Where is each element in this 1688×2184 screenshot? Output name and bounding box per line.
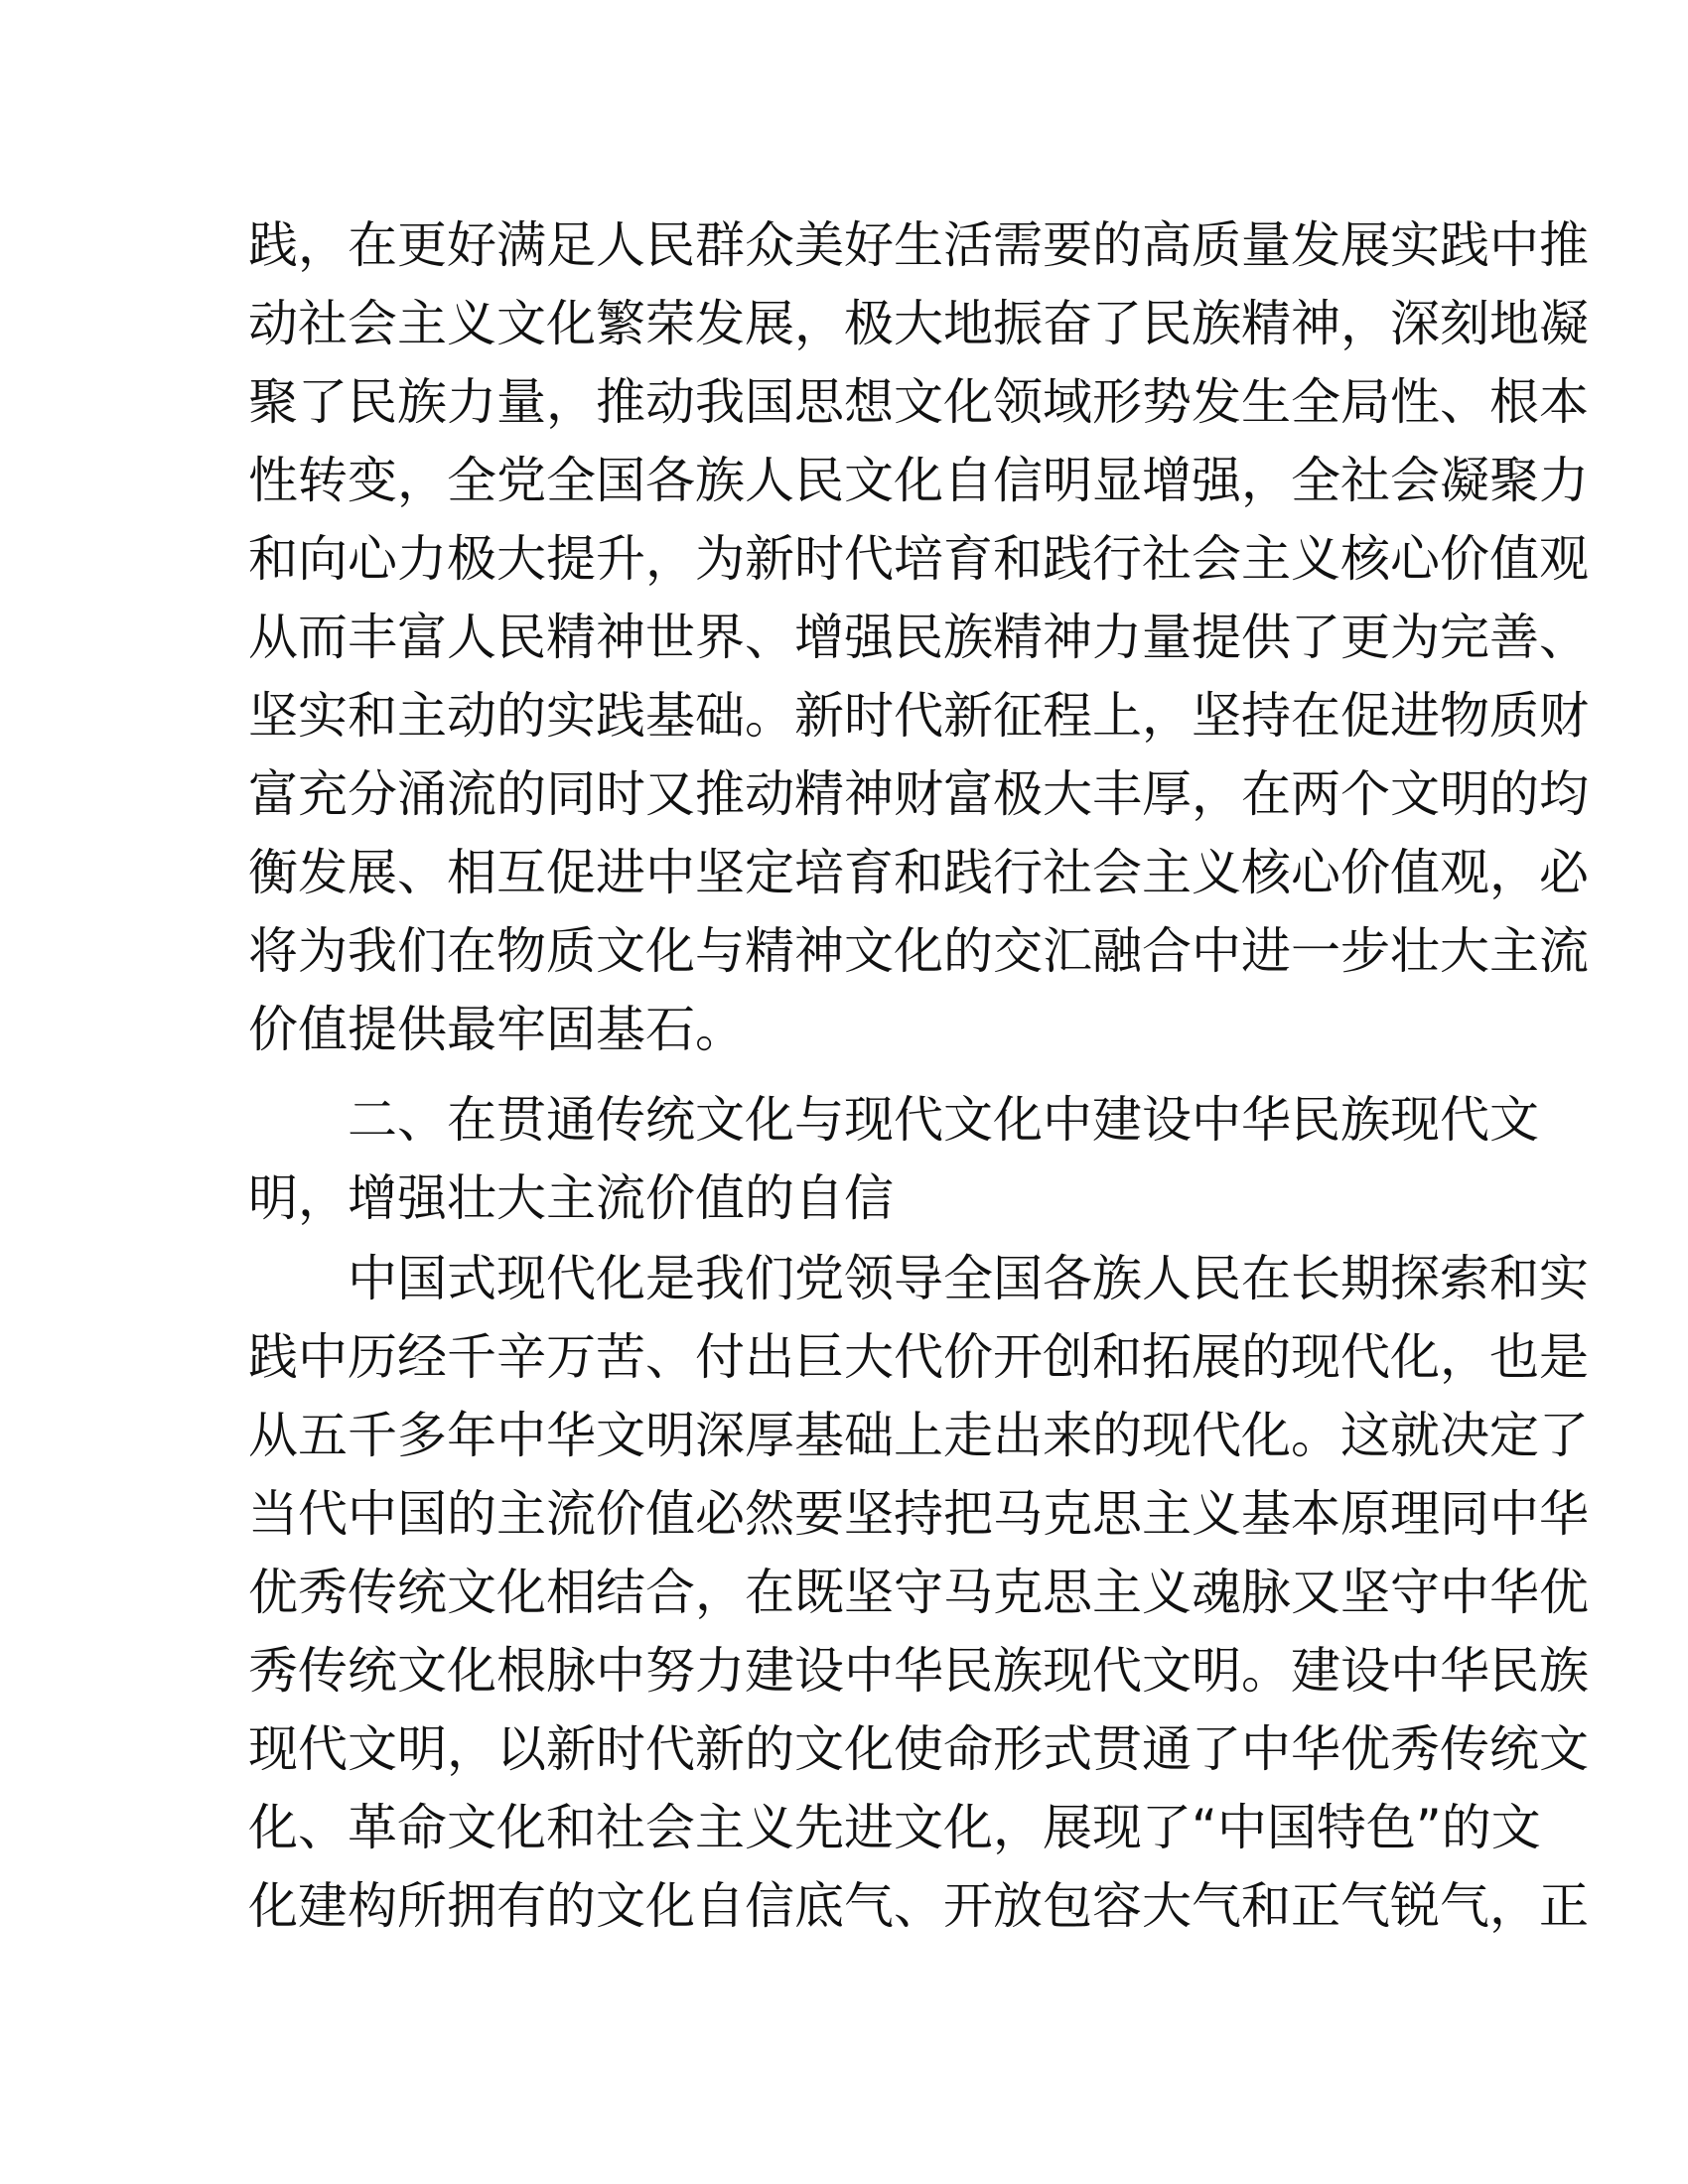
paragraph-line: 动社会主义文化繁荣发展，极大地振奋了民族精神，深刻地凝 xyxy=(248,295,1589,352)
paragraph-line: 富充分涌流的同时又推动精神财富极大丰厚，在两个文明的均 xyxy=(248,765,1589,823)
paragraph-line: 坚实和主动的实践基础。新时代新征程上，坚持在促进物质财 xyxy=(248,687,1589,745)
paragraph-line: 现代文明，以新时代新的文化使命形式贯通了中华优秀传统文 xyxy=(248,1720,1589,1778)
paragraph-line: 聚了民族力量，推动我国思想文化领域形势发生全局性、根本 xyxy=(248,373,1589,431)
paragraph-line: 优秀传统文化相结合，在既坚守马克思主义魂脉又坚守中华优 xyxy=(248,1564,1589,1621)
paragraph-2 xyxy=(248,1240,1589,1946)
paragraph-line: 践，在更好满足人民群众美好生活需要的高质量发展实践中推 xyxy=(248,216,1589,274)
paragraph-line: 中国式现代化是我们党领导全国各族人民在长期探索和实 xyxy=(348,1250,1589,1307)
paragraph-line: 从五千多年中华文明深厚基础上走出来的现代化。这就决定了 xyxy=(248,1407,1589,1464)
paragraph-line: 从而丰富人民精神世界、增强民族精神力量提供了更为完善、 xyxy=(248,609,1589,666)
paragraph-line: 性转变，全党全国各族人民文化自信明显增强，全社会凝聚力 xyxy=(248,452,1589,509)
heading-line: 二、在贯通传统文化与现代文化中建设中华民族现代文 xyxy=(348,1091,1539,1149)
paragraph-line: 当代中国的主流价值必然要坚持把马克思主义基本原理同中华 xyxy=(248,1485,1589,1543)
paragraph-line: 化建构所拥有的文化自信底气、开放包容大气和正气锐气，正 xyxy=(248,1877,1589,1935)
paragraph-line: 衡发展、相互促进中坚定培育和践行社会主义核心价值观，必 xyxy=(248,844,1589,901)
paragraph-line: 价值提供最牢固基石。 xyxy=(248,1001,745,1058)
paragraph-line: 秀传统文化根脉中努力建设中华民族现代文明。建设中华民族 xyxy=(248,1642,1589,1700)
heading-line: 明，增强壮大主流价值的自信 xyxy=(248,1169,894,1227)
paragraph-line: 和向心力极大提升，为新时代培育和践行社会主义核心价值观 xyxy=(248,530,1589,588)
paragraph-1 xyxy=(248,206,1589,1069)
section-heading-2 xyxy=(248,1081,1539,1238)
paragraph-line: 践中历经千辛万苦、付出巨大代价开创和拓展的现代化，也是 xyxy=(248,1328,1589,1386)
paragraph-line: 将为我们在物质文化与精神文化的交汇融合中进一步壮大主流 xyxy=(248,922,1589,980)
paragraph-line: 化、革命文化和社会主义先进文化，展现了“中国特色”的文 xyxy=(248,1799,1541,1856)
